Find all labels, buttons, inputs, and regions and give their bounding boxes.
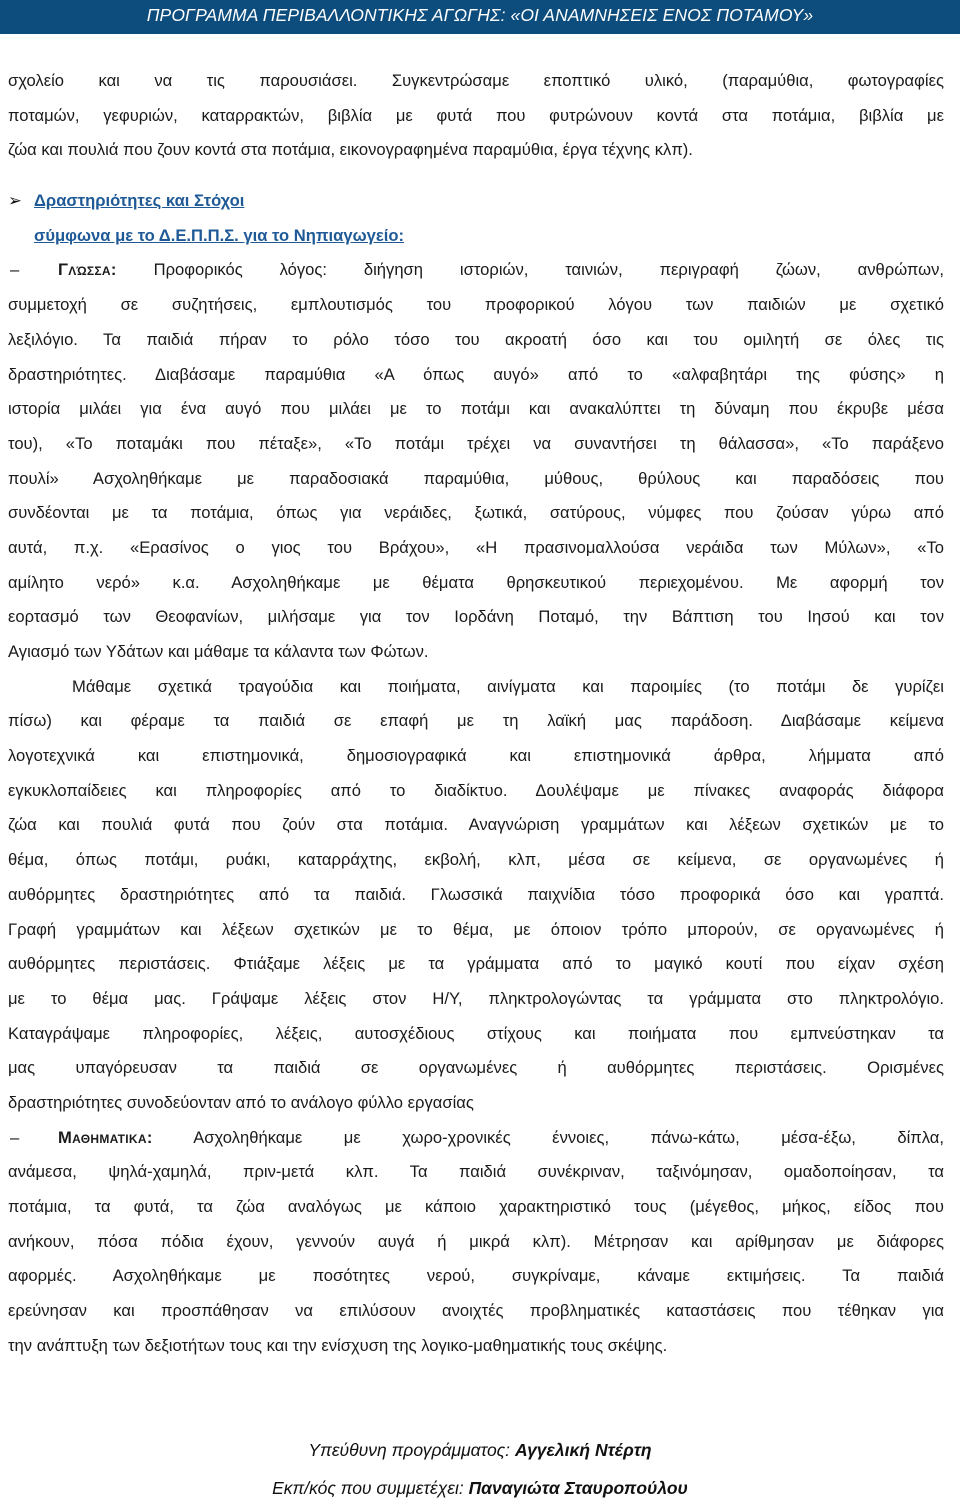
footer-participant-label: Εκπ/κός που συμμετέχει: (272, 1478, 464, 1498)
text-line: ανήκουν, πόσα πόδια έχουν, γεννούν αυγά ή μικρά κλπ). Μέτρησαν και αρίθμησαν με διάφορες (8, 1231, 944, 1251)
text-line: Μάθαμε σχετικά τραγούδια και ποιήματα, αινίγματα και παροιμίες (το ποτάμι δε γυρίζει (72, 676, 944, 696)
text-line: του), «Το ποταμάκι που πέταξε», «Το ποτάμι τρέχει να συναντήσει τη θάλασσα», «Το παράξενο (8, 433, 944, 453)
text-line: ερεύνησαν και προσπάθησαν να επιλύσουν ανοιχτές προβληματικές καταστάσεις που τέθηκαν για (8, 1301, 944, 1321)
math-first-line (0, 1121, 944, 1156)
text-line: δραστηριότητες. Διαβάσαμε παραμύθια «Α όπως αυγό» από το «αλφαβητάρι της φύσης» η (8, 364, 944, 384)
text-line: αυθόρμητες δραστηριότητες από τα παιδιά. Γλωσσικά παιχνίδια τόσο προφορικά όσο και γραπτά. (8, 884, 944, 904)
text-line: εορτασμό των Θεοφανίων, μιλήσαμε για τον Ιορδάνη Ποταμό, την Βάπτιση του Ιησού και τον (8, 607, 944, 627)
math-first-text: Ασχοληθήκαμε με χωρο-χρονικές έννοιες, πάνω-κάτω, μέσα-έξω, δίπλα, (193, 1127, 944, 1147)
text-line: λεξιλόγιο. Τα παιδιά πήραν το ρόλο τόσο του ακροατή όσο και του ομιλητή σε όλες τις (8, 329, 944, 349)
text-line: δραστηριότητες συνοδεύονταν από το ανάλογο φύλλο εργασίας (8, 1092, 474, 1112)
dash-bullet-icon: – (10, 1127, 20, 1147)
text-line: λογοτεχνικά και επιστημονικά, δημοσιογραφικά και επιστημονικά άρθρα, λήμματα από (8, 746, 944, 766)
glossa-first-line (0, 253, 944, 288)
subject-label-glossa: Γλώσσα: (58, 260, 117, 280)
text-line: συνδέονται με τα ποτάμια, όπως για νεράιδες, ξωτικά, σατύρους, νύμφες που ζούσαν γύρω από (8, 503, 944, 523)
subject-label-math: Μαθηματικα: (58, 1127, 153, 1147)
section-subheading-text: σύμφωνα με το Δ.Ε.Π.Π.Σ. για το Νηπιαγωγείο: (34, 225, 404, 245)
arrow-bullet-icon: ➢ (8, 191, 22, 211)
text-line: αμίλητο νερό» κ.α. Ασχοληθήκαμε με θέματα θρησκευτικού περιεχομένου. Με αφορμή τον (8, 572, 944, 592)
glossa-first-text: Προφορικός λόγος: διήγηση ιστοριών, ταινιών, περιγραφή ζώων, ανθρώπων, (153, 260, 944, 280)
text-line: αυθόρμητες περιστάσεις. Φτιάξαμε λέξεις με τα γράμματα από το μαγικό κουτί που είχαν σχέση (8, 954, 944, 974)
footer-responsible-label: Υπεύθυνη προγράμματος: (308, 1440, 511, 1460)
page-header (0, 0, 960, 34)
text-line: ζώα και πουλιά που ζουν κοντά στα ποτάμια, εικονογραφημένα παραμύθια, έργα τέχνης κλπ). (8, 140, 693, 160)
text-line: σχολείο και να τις παρουσιάσει. Συγκεντρώσαμε εποπτικό υλικό, (παραμύθια, φωτογραφίες (8, 71, 944, 90)
document-body (0, 64, 960, 1363)
footer-responsible (0, 1440, 960, 1461)
text-line: Αγιασμό των Υδάτων και μάθαμε τα κάλαντα των Φώτων. (8, 642, 429, 661)
text-line: αυτά, π.χ. «Ερασίνος ο γιος του Βράχου», «Η πρασινομαλλούσα νεράιδα των Μύλων», «Το (8, 537, 944, 557)
text-line: ανάμεσα, ψηλά-χαμηλά, πριν-μετά κλπ. Τα παιδιά συνέκριναν, ταξινόμησαν, ομαδοποίησαν, τα (8, 1162, 944, 1182)
section-heading (0, 184, 944, 219)
footer-responsible-name: Αγγελική Ντέρτη (514, 1440, 652, 1460)
text-line: θέμα, όπως ποτάμι, ρυάκι, καταρράχτης, εκβολή, κλπ, μέσα σε κείμενα, σε οργανωμένες ή (8, 850, 944, 870)
dash-bullet-icon: – (10, 260, 20, 280)
text-line: ποταμών, γεφυριών, καταρρακτών, βιβλία με φυτά που φυτρώνουν κοντά στα ποτάμια, βιβλία με (8, 105, 944, 125)
text-line: μας υπαγόρευσαν τα παιδιά σε οργανωμένες ή αυθόρμητες περιστάσεις. Ορισμένες (8, 1058, 944, 1078)
text-line: πουλί» Ασχοληθήκαμε με παραδοσιακά παραμύθια, μύθους, θρύλους και παραδόσεις που (8, 468, 944, 488)
text-line: Καταγράψαμε πληροφορίες, λέξεις, αυτοσχέδιους στίχους και ποιήματα που εμπνεύστηκαν τα (8, 1023, 944, 1043)
text-line: πίσω) και φέραμε τα παιδιά σε επαφή με τη λαϊκή μας παράδοση. Διαβάσαμε κείμενα (8, 711, 944, 731)
footer-participant (0, 1478, 960, 1499)
text-line: ζώα και πουλιά φυτά που ζούν στα ποτάμια. Αναγνώριση γραμμάτων και λέξεων σχετικών με το (8, 815, 944, 835)
section-heading-title: Δραστηριότητες και Στόχοι (34, 191, 245, 211)
text-line: ιστορία μιλάει για ένα αυγό που μιλάει με το ποτάμι και ανακαλύπτει τη δύναμη που έκρυβε μέσα (8, 399, 944, 419)
header-title: ΠΡΟΓΡΑΜΜΑ ΠΕΡΙΒΑΛΛΟΝΤΙΚΗΣ ΑΓΩΓΗΣ: «ΟΙ ΑΝΑΜΝΗΣΕΙΣ ΕΝΟΣ ΠΟΤΑΜΟΥ» (146, 5, 814, 25)
text-line: εγκυκλοπαίδειες και πληροφορίες από το διαδίκτυο. Δουλέψαμε με πίνακες αναφοράς διάφορα (8, 780, 944, 800)
text-line: με το θέμα μας. Γράψαμε λέξεις στον Η/Υ, πληκτρολογώντας τα γράμματα στο πληκτρολόγιο. (8, 988, 944, 1008)
text-line: συμμετοχή σε συζητήσεις, εμπλουτισμός του προφορικού λόγου των παιδιών με σχετικό (8, 295, 944, 315)
text-line: Γραφή γραμμάτων και λέξεων σχετικών με το θέμα, με όποιον τρόπο μπορούν, σε οργανωμένες ή (8, 919, 944, 939)
text-line: αφορμές. Ασχοληθήκαμε με ποσότητες νερού, συγκρίναμε, κάναμε εκτιμήσεις. Τα παιδιά (8, 1266, 944, 1286)
paragraph-spacer (0, 168, 960, 184)
section-subheading (0, 219, 944, 254)
text-line: ποτάμια, τα φυτά, τα ζώα αναλόγως με κάποιο χαρακτηριστικό τους (μέγεθος, μήκος, είδος που (8, 1197, 944, 1216)
footer-participant-name: Παναγιώτα Σταυροπούλου (468, 1478, 688, 1498)
text-line: την ανάπτυξη των δεξιοτήτων τους και την ενίσχυση της λογικο-μαθηματικής τους σκέψης. (8, 1335, 668, 1355)
